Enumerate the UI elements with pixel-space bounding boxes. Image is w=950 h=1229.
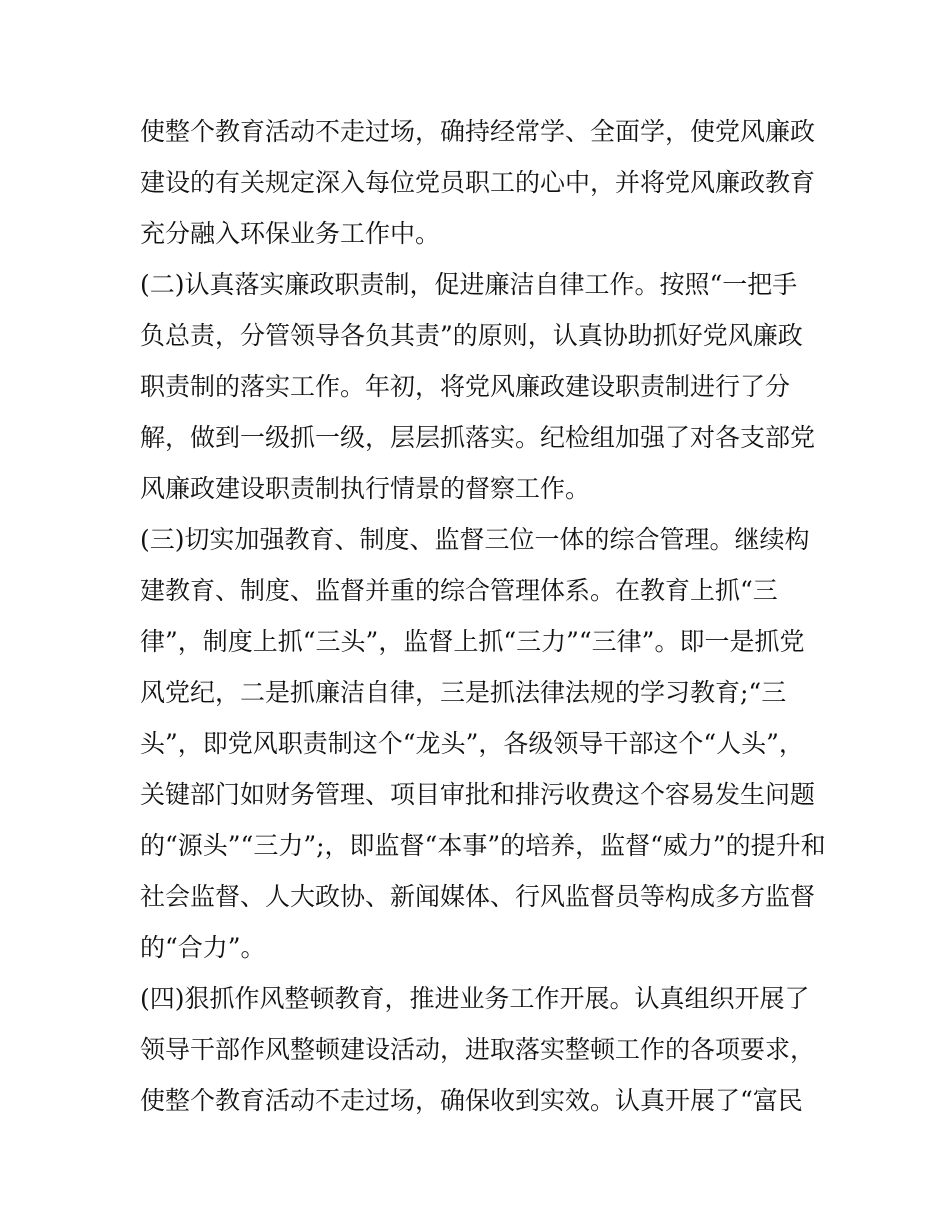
text-line: 风党纪，二是抓廉洁自律，三是抓法律法规的学习教育;“三 xyxy=(140,678,787,707)
text-line: 领导干部作风整顿建设活动，进取落实整顿工作的各项要求， xyxy=(140,1035,816,1064)
text-line: 的“源头”“三力”;，即监督“本事”的培养，监督“威力”的提升和 xyxy=(140,831,826,860)
text-line: 使整个教育活动不走过场，确持经常学、全面学，使党风廉政 xyxy=(140,117,816,146)
text-line: (二)认真落实廉政职责制，促进廉洁自律工作。按照“一把手 xyxy=(140,270,798,299)
text-line: 职责制的落实工作。年初，将党风廉政建设职责制进行了分 xyxy=(140,372,791,401)
body-text xyxy=(140,106,826,1126)
text-line: 关键部门如财务管理、项目审批和排污收费这个容易发生问题 xyxy=(140,780,816,809)
text-line: 社会监督、人大政协、新闻媒体、行风监督员等构成多方监督 xyxy=(140,882,816,911)
text-line: 建教育、制度、监督并重的综合管理体系。在教育上抓“三 xyxy=(140,576,778,605)
text-line: 律”，制度上抓“三头”，监督上抓“三力”“三律”。即一是抓党 xyxy=(140,627,805,656)
text-line: (三)切实加强教育、制度、监督三位一体的综合管理。继续构 xyxy=(140,525,810,554)
text-line: (四)狠抓作风整顿教育，推进业务工作开展。认真组织开展了 xyxy=(140,984,810,1013)
text-line: 建设的有关规定深入每位党员职工的心中，并将党风廉政教育 xyxy=(140,168,816,197)
text-line: 风廉政建设职责制执行情景的督察工作。 xyxy=(140,474,591,503)
text-line: 头”，即党风职责制这个“龙头”，各级领导干部这个“人头”， xyxy=(140,729,804,758)
text-line: 解，做到一级抓一级，层层抓落实。纪检组加强了对各支部党 xyxy=(140,423,816,452)
text-line: 使整个教育活动不走过场，确保收到实效。认真开展了“富民 xyxy=(140,1086,803,1115)
text-line: 的“合力”。 xyxy=(140,933,266,962)
text-line: 充分融入环保业务工作中。 xyxy=(140,219,441,248)
text-line: 负总责，分管领导各负其责”的原则，认真协助抓好党风廉政 xyxy=(140,321,803,350)
